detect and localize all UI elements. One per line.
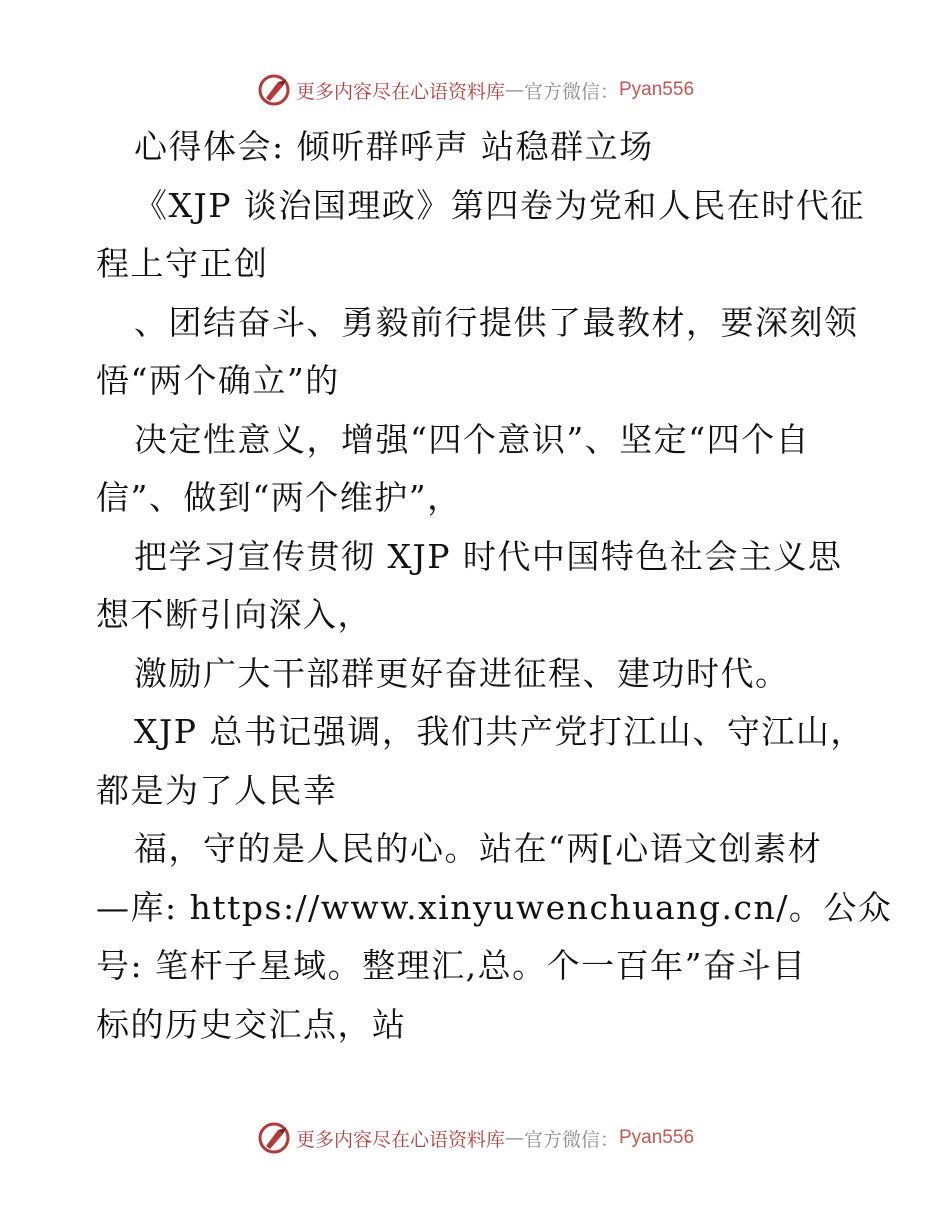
text-line: XJP 总书记强调，我们共产党打江山、守江山， (134, 712, 865, 751)
text-line: 都是为了人民幸 (96, 770, 338, 810)
header-banner (0, 70, 950, 110)
footer-banner (0, 1118, 950, 1158)
banner-wechat-label: 官方微信： (523, 80, 619, 103)
document-body (96, 118, 893, 1054)
text-line: 激励广大干部群更好奋进征程、建功时代。 (134, 653, 790, 693)
text-line: —库: https://www.xinyuwenchuang.cn/。公众 (96, 887, 893, 927)
text-line: 《XJP 谈治国理政》第四卷为党和人民在时代征 (134, 185, 865, 225)
banner-wechat-id: Pyan556 (619, 79, 695, 100)
pen-nib-circle-logo-icon (256, 1120, 292, 1156)
banner-wechat-id: Pyan556 (619, 1127, 695, 1148)
banner-wechat-label: 官方微信： (523, 1128, 619, 1151)
banner-main-text: 更多内容尽在心语资料库 (295, 1128, 505, 1151)
text-line: 把学习宣传贯彻 XJP 时代中国特色社会主义思 (134, 536, 843, 576)
banner-separator: — (504, 79, 524, 101)
text-line: 想不断引向深入， (96, 595, 372, 634)
text-line: 信”、做到“两个维护”， (96, 478, 462, 517)
text-line: 标的历史交汇点，站 (96, 1004, 407, 1044)
text-line: 、团结奋斗、勇毅前行提供了最教材，要深刻领 (134, 302, 859, 342)
text-line: 悟“两个确立”的 (96, 361, 340, 400)
text-line: 福，守的是人民的心。站在“两[心语文创素材 (134, 829, 823, 868)
pen-nib-circle-logo-icon (256, 72, 292, 108)
document-title: 心得体会: 倾听群呼声 站稳群立场 (134, 127, 654, 166)
text-line: 号: 笔杆子星域。整理汇,总。个一百年”奋斗目 (96, 946, 807, 985)
banner-main-text: 更多内容尽在心语资料库 (295, 80, 505, 103)
banner-separator: — (504, 1127, 524, 1149)
text-line: 决定性意义，增强“四个意识”、坚定“四个自 (134, 419, 811, 459)
text-line: 程上守正创 (96, 244, 269, 283)
